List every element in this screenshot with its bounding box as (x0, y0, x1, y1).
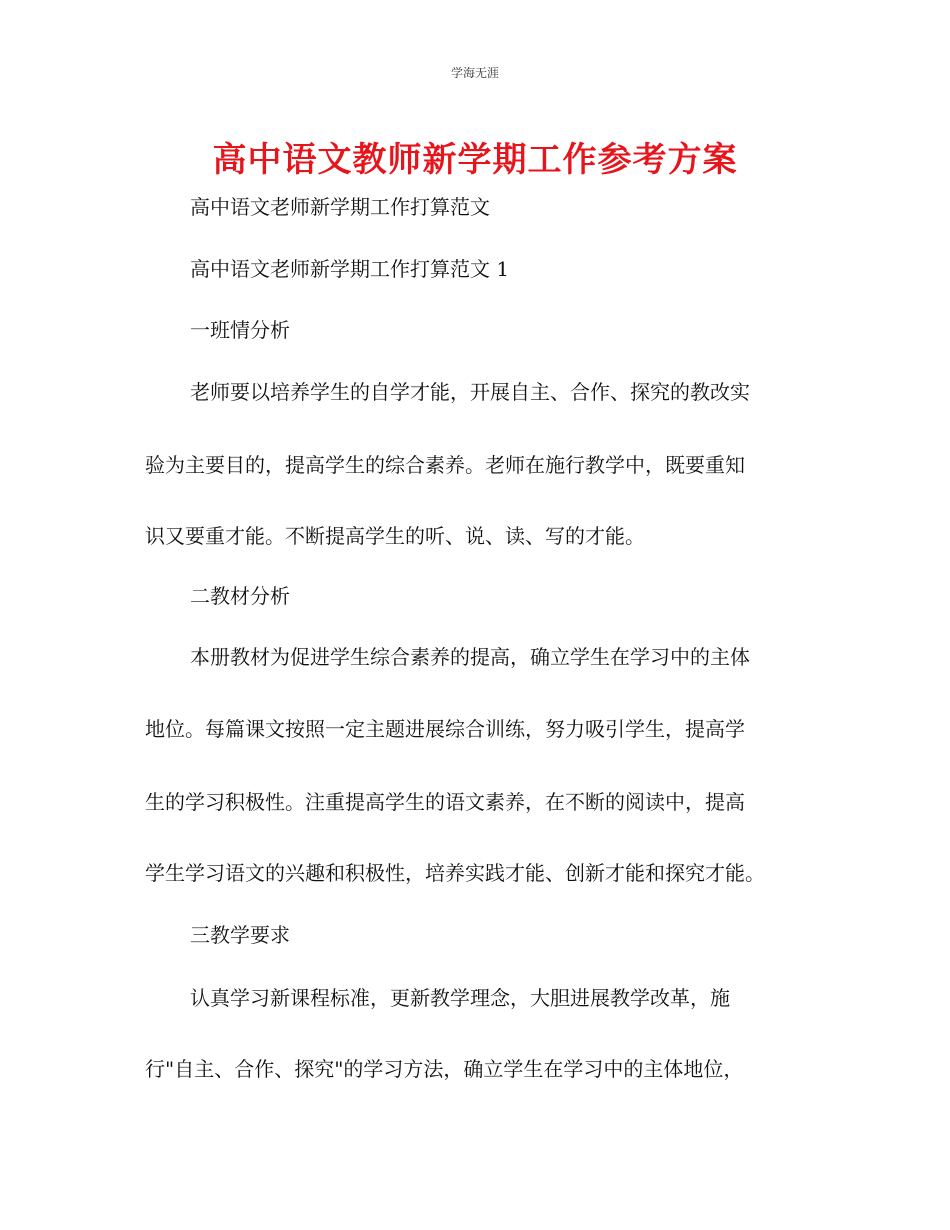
document-title: 高中语文教师新学期工作参考方案 (212, 140, 738, 180)
paragraph-line: 地位。每篇课文按照一定主题进展综合训练，努力吸引学生，提高学 (145, 717, 745, 741)
section-heading: 一班情分析 (190, 318, 290, 342)
section-heading: 高中语文老师新学期工作打算范文 1 (190, 257, 510, 281)
paragraph-line: 老师要以培养学生的自学才能，开展自主、合作、探究的教改实 (190, 380, 750, 404)
subtitle-line: 高中语文老师新学期工作打算范文 (190, 195, 490, 219)
section-heading: 三教学要求 (190, 923, 290, 947)
paragraph-line: 识又要重才能。不断提高学生的听、说、读、写的才能。 (145, 524, 645, 548)
section-heading: 二教材分析 (190, 584, 290, 608)
paragraph-line: 本册教材为促进学生综合素养的提高，确立学生在学习中的主体 (190, 645, 750, 669)
paragraph-line: 学生学习语文的兴趣和积极性，培养实践才能、创新才能和探究才能。 (145, 861, 765, 885)
paragraph-line: 验为主要目的，提高学生的综合素养。老师在施行教学中，既要重知 (145, 453, 745, 477)
paragraph-line: 生的学习积极性。注重提高学生的语文素养，在不断的阅读中，提高 (145, 790, 745, 814)
page-header: 学海无涯 (450, 66, 499, 80)
paragraph-line: 认真学习新课程标准，更新教学理念，大胆进展教学改革，施 (190, 986, 730, 1010)
paragraph-line: 行"自主、合作、探究"的学习方法，确立学生在学习中的主体地位， (145, 1057, 744, 1081)
